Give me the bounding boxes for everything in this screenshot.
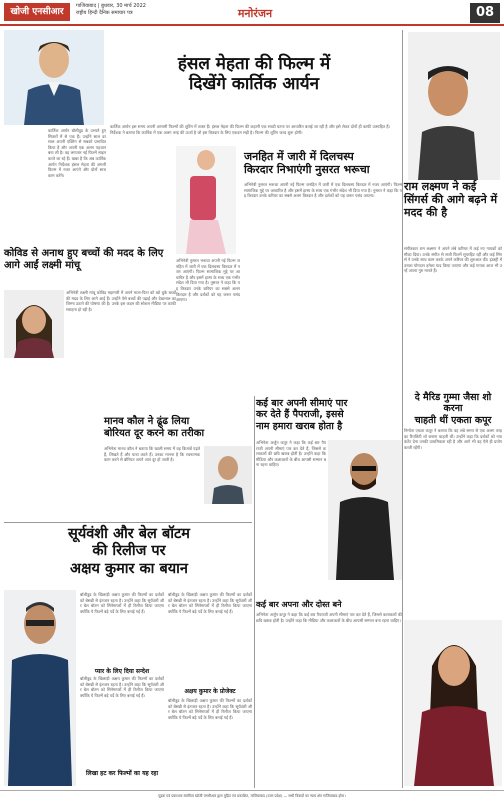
story8-body-3: बॉलीवुड के खिलाड़ी अक्षय कुमार की फिल्मों का दर्शकों को बेसब्री से इंतजार रहता है। उन्होंने कहा कि सूर्यवंशी और बेल बॉटम को सिनेमाघरों में ही रिलीज किया जाएगा क्योंकि ये फिल्में बड़े पर्दे के लिए बनाई गई हैं।	[168, 592, 252, 614]
story7-body: निर्माता एकता कपूर ने बताया कि वह लंबे समय से एक अलग तरह का रियलिटी शो बनाना चाहती थीं। उन्होंने कहा कि दर्शकों को नया कंटेंट देना उनकी प्राथमिकता रही है और आगे भी वह ऐसे ही प्रयोग करती रहेंगी।	[404, 428, 502, 450]
column-rule	[402, 30, 403, 788]
story8-body: बॉलीवुड के खिलाड़ी अक्षय कुमार की फिल्मों का दर्शकों को बेसब्री से इंतजार रहता है। उन्होंने कहा कि सूर्यवंशी और बेल बॉटम को सिनेमाघरों में ही रिलीज किया जाएगा क्योंकि ये फिल्में बड़े पर्दे के लिए बनाई गई हैं।	[80, 592, 164, 614]
akshay-kumar-photo	[4, 590, 76, 786]
lakshmi-photo	[4, 290, 64, 358]
story3-body-cont: अभिनेत्री नुसरत भरूचा अपनी नई फिल्म जनहित में जारी में एक दिलचस्प किरदार में नजर आएंगी। फिल्म सामाजिक मुद्दे पर आधारित है और इसमें हास्य के साथ एक गंभीर संदेश भी दिया गया है। नुसरत ने कहा कि यह किरदार उनके करियर का सबसे अलग किरदार है और दर्शकों को यह जरूर पसंद आएगा।	[176, 258, 240, 303]
story1-side-text: कार्तिक आर्यन बॉलीवुड के उभरते हुए सितारों में से एक हैं। उन्होंने साल दर साल अपनी एक्टिंग से सबको प्रभावित किया है और अपनी एक अलग पहचान बना ली है। वह लगातार नई फिल्में साइन करते जा रहे हैं। खबर है कि अब कार्तिक आर्यन निर्देशक हंसल मेहता की अगली फिल्म में नजर आएंगे और दोनों साथ काम करेंगे।	[48, 128, 106, 178]
story5-body: अभिनेता मानव कौल ने बताया कि खाली समय में वह किताबें पढ़ते हैं, लिखते हैं और यात्रा करते हैं। उनका मानना है कि रचनात्मक काम करने से बोरियत अपने आप दूर हो जाती है।	[104, 446, 200, 463]
brand-logo: खोजी एनसीआर	[4, 3, 70, 21]
story8-body-4: बॉलीवुड के खिलाड़ी अक्षय कुमार की फिल्मों का दर्शकों को बेसब्री से इंतजार रहता है। उन्होंने कहा कि सूर्यवंशी और बेल बॉटम को सिनेमाघरों में ही रिलीज किया जाएगा क्योंकि ये फिल्में बड़े पर्दे के लिए बनाई गई हैं।	[168, 698, 252, 720]
arjun-kapoor-photo	[328, 440, 402, 580]
story6-body: अभिनेता अर्जुन कपूर ने कहा कि कई बार पैपराजी अपनी सीमाएं पार कर देते हैं, जिससे कलाकारों की छवि खराब होती है। उन्होंने कहा कि मीडिया और कलाकारों के बीच आपसी सम्मान बना रहना चाहिए।	[256, 440, 326, 468]
story2-headline: राम लक्ष्मण ने कई सिंगर्स की आगे बढ़ने में मदद की है	[404, 180, 498, 220]
story4-body: अभिनेत्री लक्ष्मी मांचू कोविड महामारी में अपने माता-पिता को खो चुके बच्चों की मदद के लिए आगे आई हैं। उन्होंने ऐसे बच्चों की पढ़ाई और देखभाल का जिम्मा उठाने की घोषणा की है। उनके इस कदम की सोशल मीडिया पर काफी सराहना हो रही है।	[66, 290, 176, 312]
story3-body: अभिनेत्री नुसरत भरूचा अपनी नई फिल्म जनहित में जारी में एक दिलचस्प किरदार में नजर आएंगी। फिल्म सामाजिक मुद्दे पर आधारित है और इसमें हास्य के साथ एक गंभीर संदेश भी दिया गया है। नुसरत ने कहा कि यह किरदार उनके करियर का सबसे अलग किरदार है और दर्शकों को यह जरूर पसंद आएगा।	[244, 182, 402, 199]
ekta-kapoor-photo	[404, 620, 502, 786]
manav-kaul-photo	[204, 446, 252, 504]
story8-subhead-2: अक्षय कुमार के प्रोजेक्ट	[184, 688, 236, 695]
story5-headline: मानव कौल ने ढूंढ लिया बोरियत दूर करने का तरीका	[104, 416, 205, 439]
story8-subhead-1: प्यार के लिए दिया सन्देश	[94, 668, 150, 675]
ram-laxman-photo	[408, 32, 500, 180]
story8-headline: सूर्यवंशी और बेल बॉटम की रिलीज पर अक्षय कुमार का बयान	[68, 526, 190, 577]
story6-body-cont: अभिनेता अर्जुन कपूर ने कहा कि कई बार पैपराजी अपनी सीमाएं पार कर देते हैं, जिससे कलाकारों की छवि खराब होती है। उन्होंने कहा कि मीडिया और कलाकारों के बीच आपसी सम्मान बना रहना चाहिए।	[256, 612, 402, 623]
story6-headline: कई बार अपनी सीमाएं पार कर देते हैं पैपराजी, इससे नाम हमारा खराब होता है	[256, 398, 348, 432]
story7-headline: दे मैरिड गुम्मा जैसा शो करना चाहती थीं एकता कपूर	[414, 392, 492, 426]
page-number: 08	[470, 3, 500, 23]
story8-subhead-3: लिखा हट कर फिल्मों का यह रहा	[85, 770, 159, 777]
section-title: मनोरंजन	[237, 7, 273, 20]
story1-body: कार्तिक आर्यन इस समय अपनी आगामी फिल्मों की शूटिंग में व्यस्त हैं। हंसल मेहता की फिल्म की कहानी एक सच्ची घटना पर आधारित बताई जा रही है और इसे लेकर दोनों ही काफी उत्साहित हैं। निर्देशक ने बताया कि कार्तिक में एक अलग तरह की ऊर्जा है जो इस किरदार के लिए एकदम सही है। फिल्म की शूटिंग जल्द शुरू होगी।	[110, 124, 390, 135]
story4-headline: कोविड से अनाथ हुए बच्चों की मदद के लिए आगे आईं लक्ष्मी मांचू	[4, 248, 164, 271]
section-rule	[4, 522, 252, 523]
nushrratt-photo	[176, 146, 236, 254]
footer-imprint: मुद्रक एवं प्रकाशक स्वामित्व खोजी एनसीआर द्वारा मुद्रित एवं प्रकाशित, गाजियाबाद (उत्तर प्रदेश) — सभी विवादों का न्याय क्षेत्र गाजियाबाद होगा।	[0, 790, 504, 800]
story8-body-2: बॉलीवुड के खिलाड़ी अक्षय कुमार की फिल्मों का दर्शकों को बेसब्री से इंतजार रहता है। उन्होंने कहा कि सूर्यवंशी और बेल बॉटम को सिनेमाघरों में ही रिलीज किया जाएगा क्योंकि ये फिल्में बड़े पर्दे के लिए बनाई गई हैं।	[80, 676, 164, 698]
kartik-photo	[4, 30, 104, 125]
column-rule	[254, 396, 255, 788]
story1-headline: हंसल मेहता की फिल्म में दिखेंगे कार्तिक आर्यन	[177, 54, 331, 95]
dateline: गाजियाबाद | बुधवार, 30 मार्च 2022 राष्ट्रीय हिन्दी दैनिक समाचार पत्र	[76, 3, 146, 16]
story6-subhead: कई बार अपना और दोस्त बने	[256, 600, 342, 609]
story3-headline: जनहित में जारी में दिलचस्प किरदार निभाएंगी नुसरत भरूचा	[244, 150, 370, 177]
story2-body: संगीतकार राम लक्ष्मण ने अपने लंबे करियर में कई नए गायकों को मौका दिया। उनके संगीत से सजी फिल्में सुपरहिट रहीं और कई सिंगर्स ने उनके साथ काम करके अपने करियर की शुरुआत की। इंडस्ट्री में उनका योगदान हमेशा याद किया जाएगा और कई गायक आज भी उन्हें अपना गुरु मानते हैं।	[404, 246, 502, 274]
